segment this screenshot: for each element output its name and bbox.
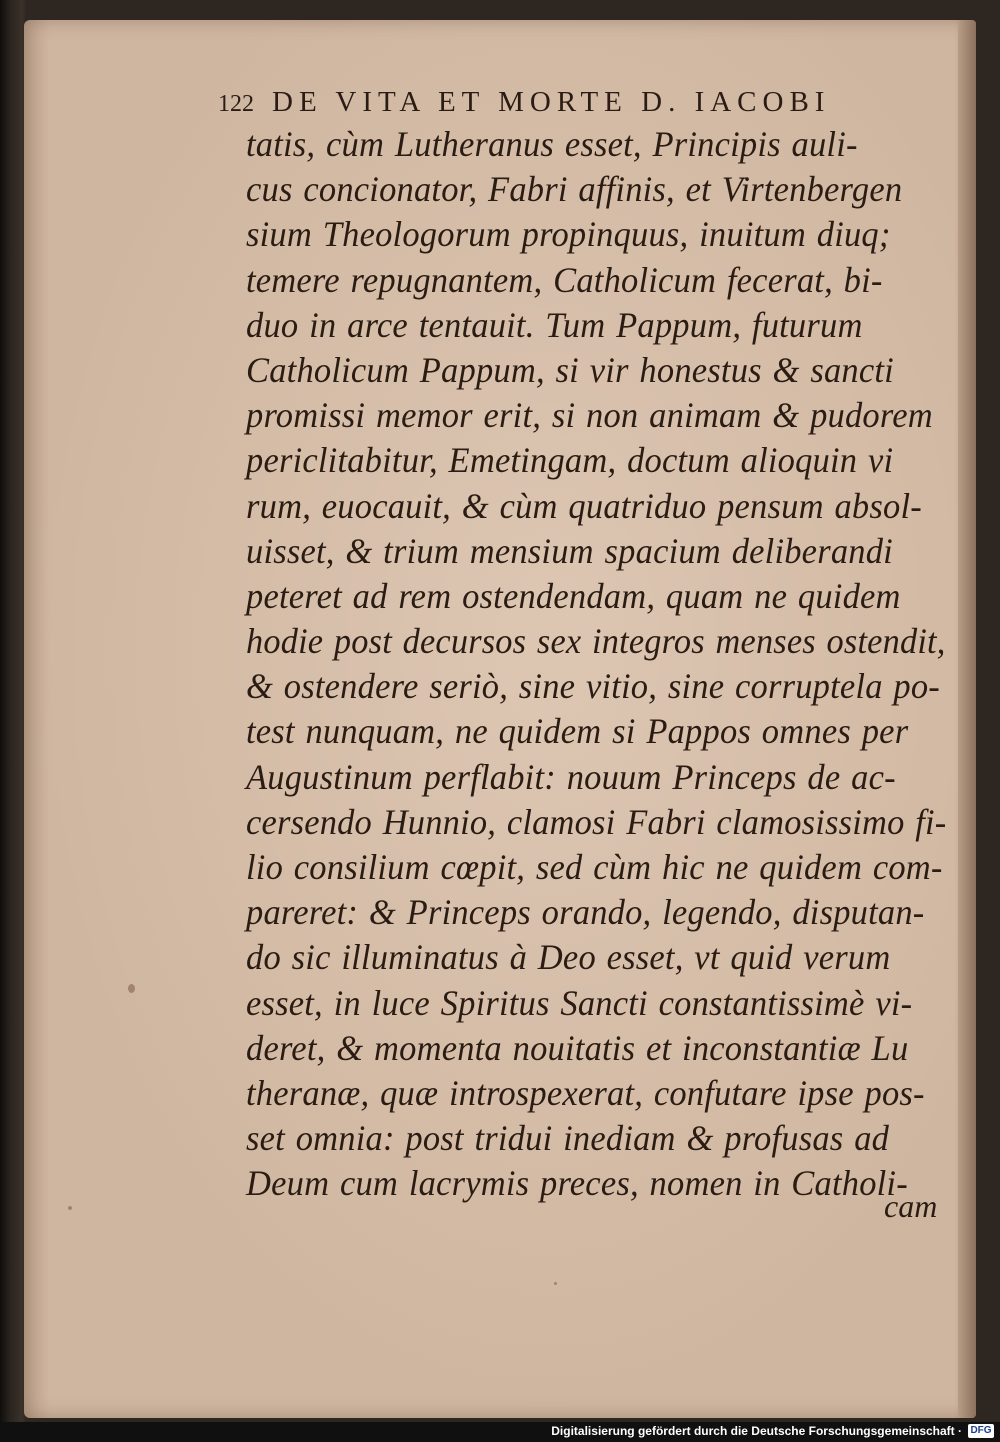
text-line: periclitabitur, Emetingam, doctum alioquin vi xyxy=(246,440,894,481)
text-line: & ostendere seriò, sine vitio, sine corruptela po- xyxy=(246,666,940,707)
text-line: cersendo Hunnio, clamosi Fabri clamosissimo fi- xyxy=(246,801,947,842)
catchword: cam xyxy=(884,1188,938,1224)
text-line: rum, euocauit, & cùm quatriduo pensum absol- xyxy=(246,485,922,526)
text-line: esset, in luce Spiritus Sancti constantissimè vi- xyxy=(246,982,913,1023)
text-line: peteret ad rem ostendendam, quam ne quidem xyxy=(246,575,901,616)
paper-speck xyxy=(128,984,135,993)
text-line: uisset, & trium mensium spacium deliberandi xyxy=(246,530,893,571)
text-line: cus concionator, Fabri affinis, et Virtenbergen xyxy=(246,169,903,210)
text-line: set omnia: post tridui inediam & profusas ad xyxy=(246,1118,890,1159)
text-line: temere repugnantem, Catholicum fecerat, bi- xyxy=(246,259,883,300)
text-line: lio consilium cœpit, sed cùm hic ne quidem com- xyxy=(246,847,943,887)
text-line: hodie post decursos sex integros menses ostendit, xyxy=(246,621,946,662)
paper-speck xyxy=(554,1282,557,1285)
dfg-logo-icon: DFG xyxy=(968,1424,994,1438)
text-line: Augustinum perflabit: nouum Princeps de ac- xyxy=(246,756,896,797)
text-line: Catholicum Pappum, si vir honestus & sancti xyxy=(246,349,894,390)
page-number: 122 xyxy=(218,91,254,117)
text-line: do sic illuminatus à Deo esset, vt quid verum xyxy=(246,937,891,978)
text-line: sium Theologorum propinquus, inuitum diuq; xyxy=(246,214,891,255)
text-line: duo in arce tentauit. Tum Pappum, futurum xyxy=(246,304,863,345)
running-head-title: DE VITA ET MORTE D. IACOBI xyxy=(272,86,831,118)
text-line: test nunquam, ne quidem si Pappos omnes per xyxy=(246,711,909,752)
body-text xyxy=(246,122,966,1207)
text-line: tatis, cùm Lutheranus esset, Principis auli- xyxy=(246,124,858,164)
text-line: pareret: & Princeps orando, legendo, disputan- xyxy=(246,892,925,933)
paper-speck xyxy=(68,1206,72,1210)
running-head xyxy=(218,86,918,122)
text-line: Deum cum lacrymis preces, nomen in Catholi- xyxy=(246,1163,908,1204)
text-line: theranæ, quæ introspexerat, confutare ipse pos- xyxy=(246,1072,925,1113)
funding-credit: Digitalisierung gefördert durch die Deutsche Forschungsgemeinschaft · xyxy=(551,1424,962,1438)
text-line: deret, & momenta nouitatis et inconstantiæ Lu xyxy=(246,1027,909,1068)
text-line: promissi memor erit, si non animam & pudorem xyxy=(246,395,933,436)
